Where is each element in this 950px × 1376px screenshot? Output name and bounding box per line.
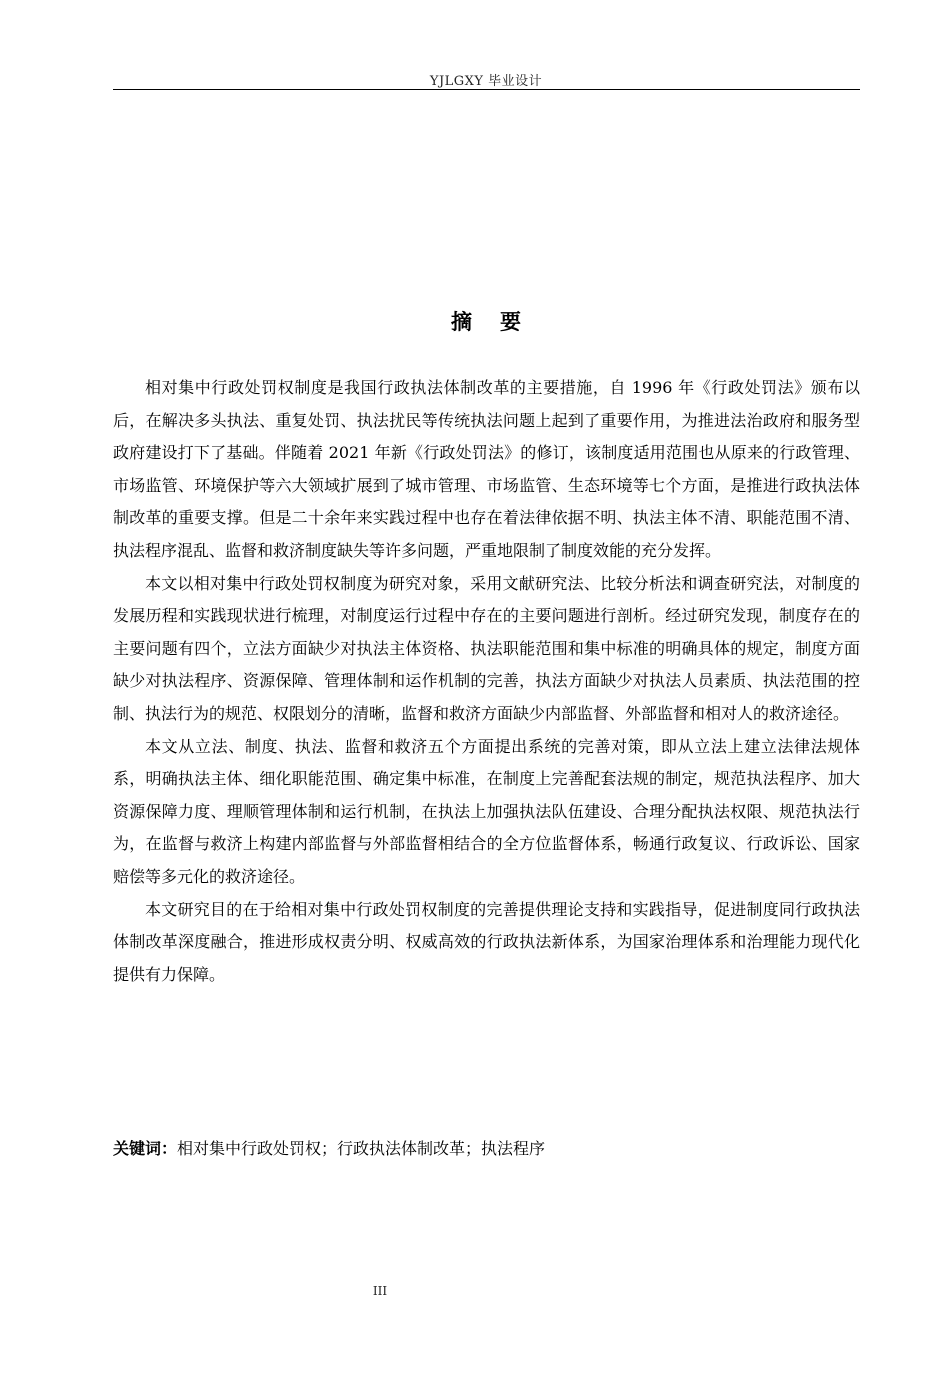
- keywords-line: [113, 1133, 860, 1165]
- abstract-title: 摘要: [451, 310, 549, 334]
- keywords-label: 关键词：: [113, 1139, 178, 1158]
- keywords-text: 相对集中行政处罚权；行政执法体制改革；执法程序: [177, 1139, 546, 1158]
- abstract-paragraph-3: 本文从立法、制度、执法、监督和救济五个方面提出系统的完善对策，即从立法上建立法律法规体系，明确执法主体、细化职能范围、确定集中标准，在制度上完善配套法规的制定，规范执法程序、加大资源保障力度、理顺管理体制和运行机制，在执法上加强执法队伍建设、合理分配执法权限、规范执法行为，在监督与救济上构建内部监督与外部监督相结合的全方位监督体系，畅通行政复议、行政诉讼、国家赔偿等多元化的救济途径。: [113, 736, 860, 886]
- abstract-paragraph-4: 本文研究目的在于给相对集中行政处罚权制度的完善提供理论支持和实践指导，促进制度同行政执法体制改革深度融合，推进形成权责分明、权威高效的行政执法新体系，为国家治理体系和治理能力现代化提供有力保障。: [113, 899, 860, 984]
- running-header: YJLGXY 毕业设计: [429, 74, 543, 89]
- abstract-paragraph-2: 本文以相对集中行政处罚权制度为研究对象，采用文献研究法、比较分析法和调查研究法，对制度的发展历程和实践现状进行梳理，对制度运行过程中存在的主要问题进行剖析。经过研究发现，制度存在的主要问题有四个，立法方面缺少对执法主体资格、执法职能范围和集中标准的明确具体的规定，制度方面缺少对执法程序、资源保障、管理体制和运作机制的完善，执法方面缺少对执法人员素质、执法范围的控制、执法行为的规范、权限划分的清晰，监督和救济方面缺少内部监督、外部监督和相对人的救济途径。: [113, 573, 860, 723]
- abstract-body: [113, 372, 860, 991]
- page-number: III: [372, 1284, 388, 1298]
- header-divider: [113, 89, 860, 90]
- abstract-paragraph-1: 相对集中行政处罚权制度是我国行政执法体制改革的主要措施，自 1996 年《行政处罚法》颁布以后，在解决多头执法、重复处罚、执法扰民等传统执法问题上起到了重要作用，为推进法治政府和服务型政府建设打下了基础。伴随着 2021 年新《行政处罚法》的修订，该制度适用范围也从原来的行政管理、市场监管、环境保护等六大领域扩展到了城市管理、市场监管、生态环境等七个方面，是推进行政执法体制改革的重要支撑。但是二十余年来实践过程中也存在着法律依据不明、执法主体不清、职能范围不清、执法程序混乱、监督和救济制度缺失等许多问题，严重地限制了制度效能的充分发挥。: [113, 378, 860, 560]
